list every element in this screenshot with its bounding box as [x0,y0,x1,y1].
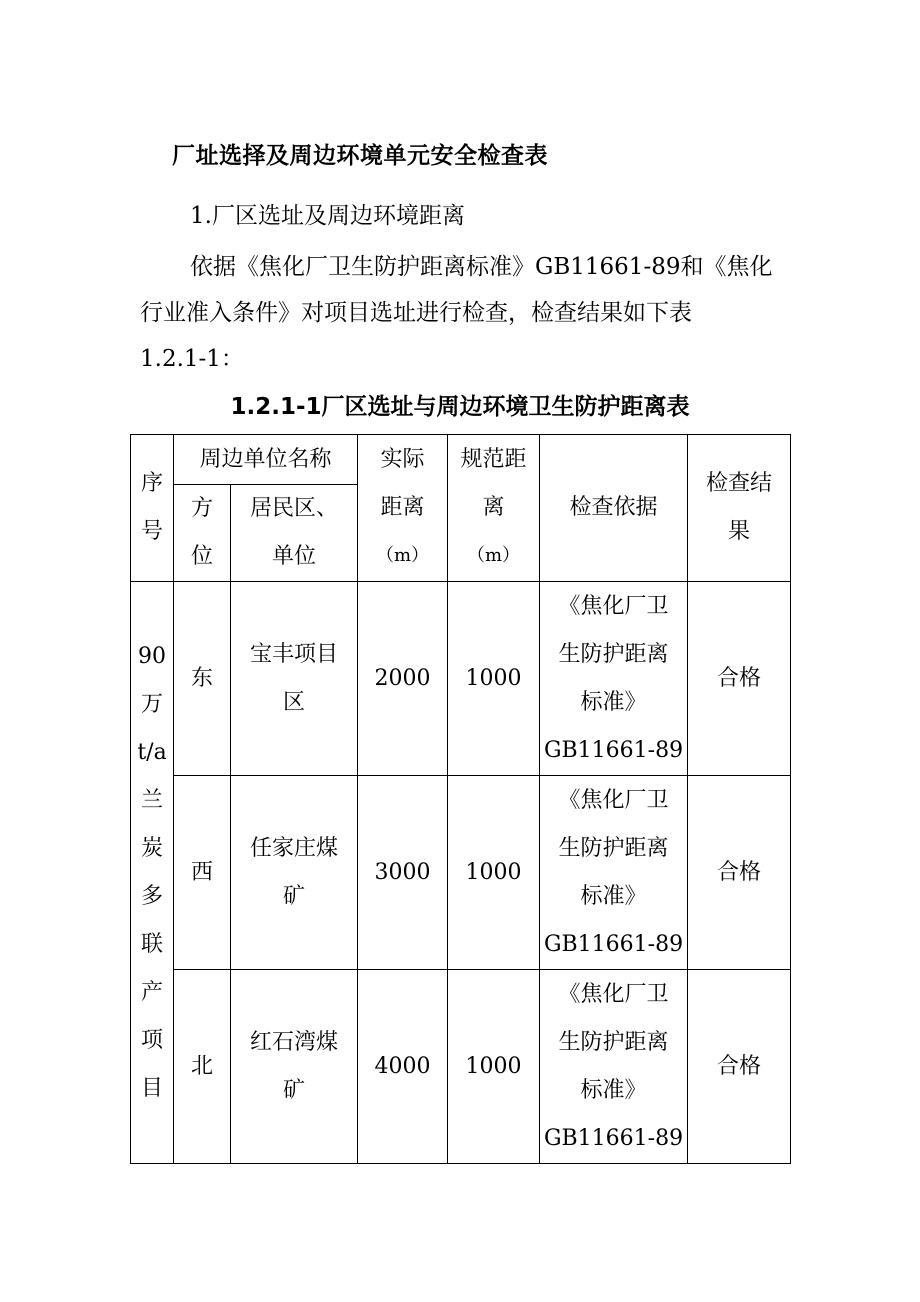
header-residential-line: 居民区、 [250,496,339,521]
basis-cell [540,776,688,970]
header-actual-distance [358,435,448,582]
paragraph-line-2: 行业准入条件》对项目选址进行检查，检查结果如下表 [140,300,692,326]
header-standard-line: 规范距 [460,447,527,472]
project-char: 联 [140,931,163,957]
table-row [131,582,791,776]
unit-line: 矿 [283,1077,306,1103]
basis-line: 标准》 [580,883,647,909]
unit-line: 宝丰项目 [250,641,339,667]
result-cell: 合格 [688,582,791,776]
project-char: 炭 [140,835,163,861]
standard-distance-cell: 1000 [448,776,540,970]
project-name-cell [131,582,174,1164]
unit-line: 区 [283,689,306,715]
basis-cell [540,582,688,776]
basis-line: GB11661-89 [543,1125,684,1151]
header-row-1 [131,435,791,485]
basis-line: 生防护距离 [558,641,669,667]
project-char: 兰 [140,787,163,813]
unit-cell [231,582,358,776]
basis-line: 标准》 [580,689,647,715]
project-char: 万 [140,691,163,717]
header-direction-line: 位 [190,544,213,569]
basis-line: 《焦化厂卫 [558,981,669,1007]
header-seq [131,435,174,582]
document-heading: 厂址选择及周边环境单元安全检查表 [172,143,548,169]
header-actual-unit: （m） [375,545,430,566]
unit-cell [231,970,358,1164]
table-row [131,776,791,970]
actual-distance-cell: 3000 [358,776,448,970]
table-row [131,970,791,1164]
basis-line: GB11661-89 [543,737,684,763]
paragraph-line-3: 1.2.1-1： [140,346,244,372]
project-char: 项 [140,1027,163,1053]
actual-distance-cell: 2000 [358,582,448,776]
header-standard-line: 离 [482,495,505,520]
project-char: 90 [138,643,166,669]
header-seq-line: 序 [140,471,163,496]
header-direction [174,485,231,582]
direction-cell: 东 [174,582,231,776]
header-standard-distance [448,435,540,582]
unit-line: 任家庄煤 [250,835,339,861]
header-direction-line: 方 [190,496,213,521]
actual-distance-cell: 4000 [358,970,448,1164]
basis-line: 生防护距离 [558,1029,669,1055]
paragraph-line-1-text: 依据《焦化厂卫生防护距离标准》GB11661-89和《焦化 [190,254,773,280]
standard-distance-cell: 1000 [448,582,540,776]
project-char: 产 [140,979,163,1005]
result-cell: 合格 [688,970,791,1164]
table-caption: 1.2.1-1厂区选址与周边环境卫生防护距离表 [230,394,690,420]
header-check-basis: 检查依据 [540,435,688,582]
paragraph-line-1 [140,248,790,281]
unit-line: 红石湾煤 [250,1029,339,1055]
header-result-line: 果 [728,519,751,544]
basis-line: GB11661-89 [543,931,684,957]
basis-line: 《焦化厂卫 [558,787,669,813]
header-result-line: 检查结 [706,471,773,496]
basis-cell [540,970,688,1164]
project-char: 多 [140,883,163,909]
section-subheading: 1.厂区选址及周边环境距离 [190,203,465,229]
header-actual-line: 距离 [380,495,425,520]
header-standard-unit: （m） [466,545,521,566]
unit-cell [231,776,358,970]
standard-distance-cell: 1000 [448,970,540,1164]
header-surrounding-units: 周边单位名称 [174,435,358,485]
header-seq-line: 号 [140,519,163,544]
header-residential-unit [231,485,358,582]
header-check-result [688,435,791,582]
project-char: t/a [137,739,167,765]
basis-line: 《焦化厂卫 [558,593,669,619]
result-cell: 合格 [688,776,791,970]
basis-line: 标准》 [580,1077,647,1103]
basis-line: 生防护距离 [558,835,669,861]
header-residential-line: 单位 [272,544,317,569]
direction-cell: 西 [174,776,231,970]
project-char: 目 [140,1075,163,1101]
unit-line: 矿 [283,883,306,909]
header-actual-line: 实际 [380,447,425,472]
distance-check-table [130,434,791,1164]
direction-cell: 北 [174,970,231,1164]
